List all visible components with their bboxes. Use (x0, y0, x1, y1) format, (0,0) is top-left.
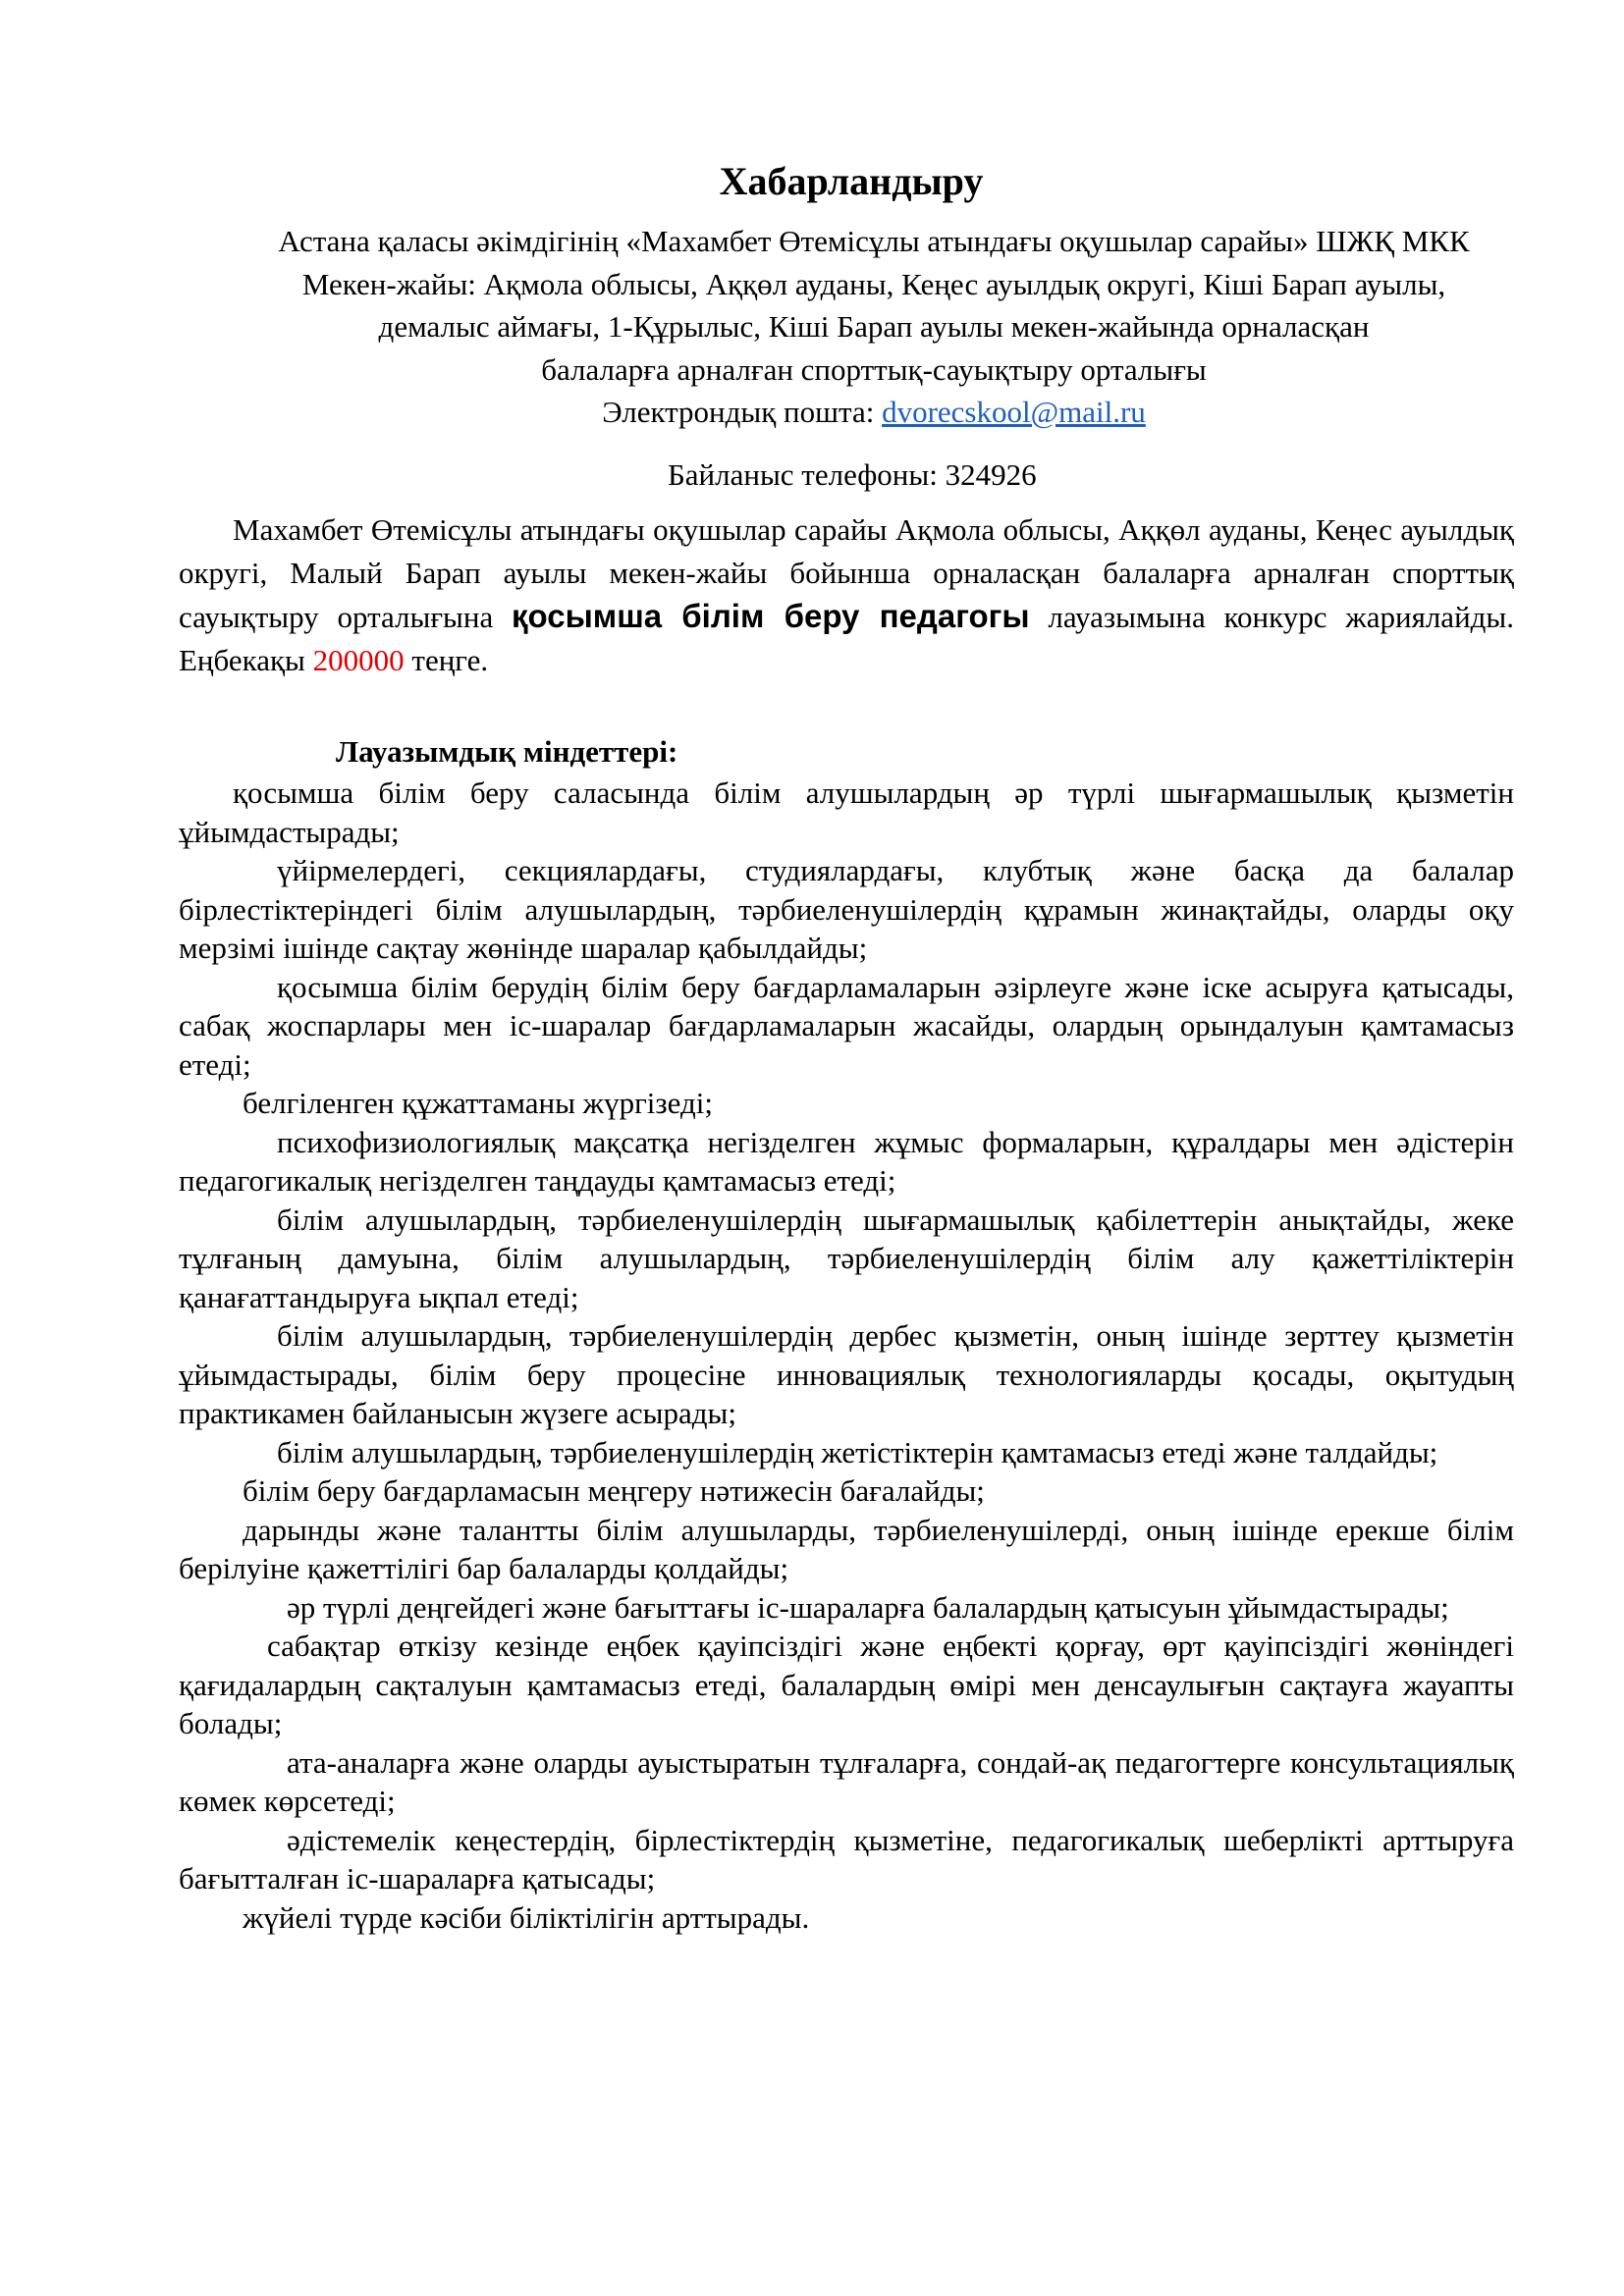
organization-name: Астана қаласы әкімдігінің «Махамбет Өтемісұлы атындағы оқушылар сарайы» ШЖҚ МКК (278, 224, 1470, 258)
duty-item: психофизиологиялық мақсатқа негізделген жұмыс формаларын, құралдары мен әдістерін педагогикалық негізделген таңдауды қамтамасыз етеді; (179, 1124, 1514, 1198)
address-line-1: Мекен-жайы: Ақмола облысы, Аққөл ауданы, Кеңес ауылдық округі, Кіші Барап ауылы, (301, 266, 1446, 301)
duty-item: үйірмелердегі, секциялардағы, студиялардағы, клубтық және басқа да балалар бірлестіктеріндегі білім алушылардың, тәрбиеленушілердің құрамын жинақтайды, оларды оқу мерзімі ішінде сақтау жөнінде шаралар қабылдайды; (179, 853, 1514, 965)
duty-item: әдістемелік кеңестердің, бірлестіктердің қызметіне, педагогикалық шеберлікті арттыруға бағытталған іс-шараларға қатысады; (179, 1822, 1514, 1896)
duty-item: қосымша білім беру саласында білім алушылардың әр түрлі шығармашылық қызметін ұйымдастырады; (179, 775, 1514, 849)
duty-item: білім беру бағдарламасын меңгеру нәтижесін бағалайды; (243, 1473, 985, 1508)
address-line-3: балаларға арналған спорттық-сауықтыру орталығы (541, 351, 1207, 387)
organization-header (118, 220, 1624, 434)
address-line-2: демалыс аймағы, 1-Құрылыс, Кіші Барап ауылы мекен-жайында орналасқан (378, 309, 1370, 344)
duty-item: білім алушылардың, тәрбиеленушілердің шығармашылық қабілеттерін анықтайды, жеке тұлғаның дамуына, білім алушылардың, тәрбиеленушілердің білім алу қажеттіліктерін қанағаттандыруға ықпал етеді; (179, 1201, 1514, 1314)
intro-paragraph (179, 508, 1514, 682)
email-line (118, 391, 1624, 434)
position-title: қосымша білім беру педагогы (512, 598, 1030, 634)
intro-text-1: Махамбет Өтемісұлы атындағы оқушылар сарайы Ақмола облысы, Аққөл ауданы, Кеңес ауылдық округі, Малый Барап ауылы мекен-жайы бойынша орналасқан балаларға арналған спорттық сауықтыру орталығына (179, 512, 1514, 634)
intro-text-3: теңге. (404, 643, 489, 677)
duty-item: ата-аналарға және оларды ауыстыратын тұлғаларға, сондай-ақ педагогтерге консультациялық көмек көрсетеді; (179, 1744, 1514, 1818)
duty-item: белгіленген құжаттаманы жүргізеді; (243, 1086, 713, 1120)
duty-item: қосымша білім берудің білім беру бағдарламаларын әзірлеуге және іске асыруға қатысады, сабақ жоспарлары мен іс-шаралар бағдарламаларын жасайды, олардың орындалуын қамтамасыз етеді; (179, 969, 1514, 1082)
phone-line: Байланыс телефоны: 324926 (668, 457, 1037, 492)
intro-text-2: лауазымына конкурс жариялайды. Еңбекақы (179, 600, 1515, 677)
duties-list (179, 774, 1514, 1937)
duty-item: дарынды және талантты білім алушыларды, тәрбиеленушілерді, оның ішінде ерекше білім берілуіне қажеттілігі бар балаларды қолдайды; (179, 1512, 1514, 1585)
duty-item: сабақтар өткізу кезінде еңбек қауіпсіздігі және еңбекті қорғау, өрт қауіпсіздігі жөніндегі қағидалардың сақталуын қамтамасыз етеді, балалардың өмірі мен денсаулығын сақтауға жауапты болады; (179, 1629, 1514, 1740)
duties-heading: Лауазымдық міндеттері: (336, 734, 678, 769)
duty-item: білім алушылардың, тәрбиеленушілердің дербес қызметін, оның ішінде зерттеу қызметін ұйымдастырады, білім беру процесіне инновациялық технологияларды қосады, оқытудың практикамен байланысын жүзеге асырады; (179, 1318, 1514, 1430)
duty-item: жүйелі түрде кәсіби біліктілігін арттырады. (243, 1899, 810, 1935)
email-link[interactable]: dvorecskool@mail.ru (882, 395, 1146, 429)
email-label: Электрондық пошта: (602, 395, 883, 429)
salary-amount: 200000 (312, 643, 405, 677)
document-title: Хабарландыру (719, 159, 984, 203)
duty-item: білім алушылардың, тәрбиеленушілердің жетістіктерін қамтамасыз етеді және талдайды; (277, 1434, 1438, 1469)
duty-item: әр түрлі деңгейдегі және бағыттағы іс-шараларға балалардың қатысуын ұйымдастырады; (287, 1589, 1449, 1625)
